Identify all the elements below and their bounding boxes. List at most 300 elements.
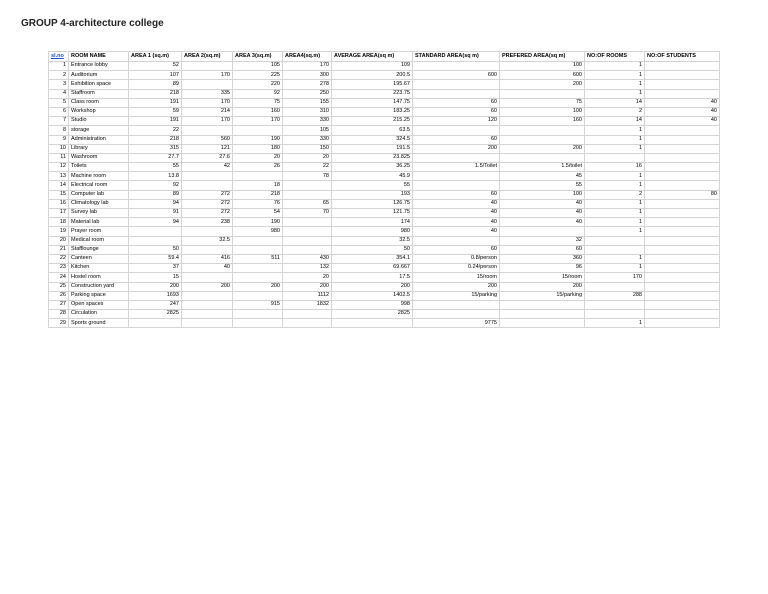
area-1-cell: 94 bbox=[129, 218, 182, 227]
sl-no-cell: 15 bbox=[49, 190, 69, 199]
area-1-cell: 27.7 bbox=[129, 153, 182, 162]
standard-area-cell: 15/parking bbox=[413, 291, 500, 300]
average-area-cell: 50 bbox=[332, 245, 413, 254]
average-area-cell: 195.67 bbox=[332, 80, 413, 89]
area-1-cell: 50 bbox=[129, 245, 182, 254]
area-2-cell bbox=[182, 80, 233, 89]
rooms-cell: 1 bbox=[585, 254, 645, 263]
area-1-cell bbox=[129, 236, 182, 245]
area-1-cell: 2825 bbox=[129, 310, 182, 319]
sl-no-cell: 25 bbox=[49, 282, 69, 291]
sl-no-cell: 21 bbox=[49, 245, 69, 254]
average-area-cell: 126.75 bbox=[332, 199, 413, 208]
average-area-cell: 36.25 bbox=[332, 163, 413, 172]
table-row bbox=[49, 181, 720, 190]
rooms-cell: 1 bbox=[585, 126, 645, 135]
table-body bbox=[49, 62, 720, 328]
area-2-cell: 272 bbox=[182, 190, 233, 199]
area-1-cell: 91 bbox=[129, 209, 182, 218]
area-3-cell: 915 bbox=[233, 300, 283, 309]
standard-area-cell bbox=[413, 80, 500, 89]
area-2-cell bbox=[182, 126, 233, 135]
area-2-cell bbox=[182, 300, 233, 309]
students-cell: 80 bbox=[645, 190, 720, 199]
area-2-cell bbox=[182, 181, 233, 190]
table-row bbox=[49, 254, 720, 263]
room-name-cell: Canteen bbox=[69, 254, 129, 263]
rooms-cell bbox=[585, 310, 645, 319]
sl-no-cell: 26 bbox=[49, 291, 69, 300]
preferred-area-cell: 40 bbox=[500, 218, 585, 227]
average-area-cell: 32.5 bbox=[332, 236, 413, 245]
area-1-cell: 218 bbox=[129, 89, 182, 98]
table-row bbox=[49, 227, 720, 236]
area-4-cell: 105 bbox=[283, 126, 332, 135]
average-area-cell: 200.5 bbox=[332, 71, 413, 80]
area-2-cell: 170 bbox=[182, 71, 233, 80]
sl-no-cell: 28 bbox=[49, 310, 69, 319]
area-3-cell bbox=[233, 245, 283, 254]
sl-no-cell: 3 bbox=[49, 80, 69, 89]
rooms-cell: 170 bbox=[585, 273, 645, 282]
header-area-1: AREA 1 (sq.m) bbox=[129, 52, 182, 62]
standard-area-cell: 40 bbox=[413, 218, 500, 227]
area-3-cell: 105 bbox=[233, 62, 283, 71]
area-2-cell: 272 bbox=[182, 209, 233, 218]
average-area-cell: 324.5 bbox=[332, 135, 413, 144]
room-name-cell: Sports ground bbox=[69, 319, 129, 328]
table-row bbox=[49, 144, 720, 153]
preferred-area-cell bbox=[500, 319, 585, 328]
preferred-area-cell: 100 bbox=[500, 62, 585, 71]
students-cell bbox=[645, 273, 720, 282]
rooms-cell: 1 bbox=[585, 209, 645, 218]
students-cell bbox=[645, 218, 720, 227]
preferred-area-cell: 100 bbox=[500, 107, 585, 116]
area-3-cell: 225 bbox=[233, 71, 283, 80]
students-cell bbox=[645, 209, 720, 218]
sl-no-cell: 27 bbox=[49, 300, 69, 309]
preferred-area-cell: 200 bbox=[500, 144, 585, 153]
preferred-area-cell: 1.5/toilet bbox=[500, 163, 585, 172]
standard-area-cell: 200 bbox=[413, 282, 500, 291]
header-row bbox=[49, 52, 720, 62]
area-4-cell bbox=[283, 218, 332, 227]
rooms-cell: 14 bbox=[585, 98, 645, 107]
area-3-cell: 190 bbox=[233, 135, 283, 144]
preferred-area-cell: 100 bbox=[500, 190, 585, 199]
standard-area-cell bbox=[413, 172, 500, 181]
standard-area-cell: 120 bbox=[413, 117, 500, 126]
preferred-area-cell: 60 bbox=[500, 245, 585, 254]
area-4-cell: 70 bbox=[283, 209, 332, 218]
room-name-cell: Material lab bbox=[69, 218, 129, 227]
header-preferred-area: PREFERED AREA(sq m) bbox=[500, 52, 585, 62]
room-name-cell: Construction yard bbox=[69, 282, 129, 291]
area-1-cell bbox=[129, 319, 182, 328]
preferred-area-cell: 15/room bbox=[500, 273, 585, 282]
rooms-cell: 1 bbox=[585, 199, 645, 208]
area-4-cell: 330 bbox=[283, 117, 332, 126]
table-row bbox=[49, 71, 720, 80]
students-cell bbox=[645, 236, 720, 245]
sl-no-cell: 14 bbox=[49, 181, 69, 190]
sl-no-cell: 23 bbox=[49, 264, 69, 273]
header-average-area: AVERAGE AREA(sq m) bbox=[332, 52, 413, 62]
preferred-area-cell: 200 bbox=[500, 282, 585, 291]
sl-no-cell: 2 bbox=[49, 71, 69, 80]
room-name-cell: storage bbox=[69, 126, 129, 135]
sl-no-cell: 29 bbox=[49, 319, 69, 328]
area-4-cell: 300 bbox=[283, 71, 332, 80]
students-cell bbox=[645, 254, 720, 263]
table-row bbox=[49, 135, 720, 144]
area-3-cell: 190 bbox=[233, 218, 283, 227]
area-2-cell: 170 bbox=[182, 98, 233, 107]
average-area-cell: 2825 bbox=[332, 310, 413, 319]
room-name-cell: Parking space bbox=[69, 291, 129, 300]
sl-no-cell: 19 bbox=[49, 227, 69, 236]
standard-area-cell: 0.8/person bbox=[413, 254, 500, 263]
average-area-cell: 980 bbox=[332, 227, 413, 236]
area-4-cell: 200 bbox=[283, 282, 332, 291]
average-area-cell: 69.667 bbox=[332, 264, 413, 273]
sl-no-cell: 12 bbox=[49, 163, 69, 172]
room-name-cell: Medical room bbox=[69, 236, 129, 245]
area-3-cell: 54 bbox=[233, 209, 283, 218]
standard-area-cell bbox=[413, 62, 500, 71]
area-1-cell: 55 bbox=[129, 163, 182, 172]
rooms-cell bbox=[585, 282, 645, 291]
students-cell: 40 bbox=[645, 117, 720, 126]
room-name-cell: Kitchen bbox=[69, 264, 129, 273]
area-4-cell: 278 bbox=[283, 80, 332, 89]
standard-area-cell: 60 bbox=[413, 98, 500, 107]
table-row bbox=[49, 126, 720, 135]
area-1-cell: 315 bbox=[129, 144, 182, 153]
rooms-cell: 288 bbox=[585, 291, 645, 300]
area-1-cell: 218 bbox=[129, 135, 182, 144]
header-no-of-rooms: NO:OF ROOMS bbox=[585, 52, 645, 62]
average-area-cell: 147.75 bbox=[332, 98, 413, 107]
area-3-cell: 18 bbox=[233, 181, 283, 190]
area-4-cell: 150 bbox=[283, 144, 332, 153]
area-1-cell: 191 bbox=[129, 117, 182, 126]
average-area-cell: 109 bbox=[332, 62, 413, 71]
area-4-cell: 1112 bbox=[283, 291, 332, 300]
table-row bbox=[49, 153, 720, 162]
area-3-cell bbox=[233, 236, 283, 245]
header-area-2: AREA 2(sq.m) bbox=[182, 52, 233, 62]
rooms-cell bbox=[585, 245, 645, 254]
students-cell bbox=[645, 163, 720, 172]
area-4-cell: 22 bbox=[283, 163, 332, 172]
average-area-cell: 191.5 bbox=[332, 144, 413, 153]
rooms-cell: 16 bbox=[585, 163, 645, 172]
area-3-cell bbox=[233, 319, 283, 328]
room-name-cell: Administration bbox=[69, 135, 129, 144]
area-1-cell: 94 bbox=[129, 199, 182, 208]
area-1-cell bbox=[129, 227, 182, 236]
preferred-area-cell bbox=[500, 227, 585, 236]
standard-area-cell: 200 bbox=[413, 144, 500, 153]
preferred-area-cell: 600 bbox=[500, 71, 585, 80]
students-cell bbox=[645, 264, 720, 273]
standard-area-cell: 9775 bbox=[413, 319, 500, 328]
area-4-cell: 1832 bbox=[283, 300, 332, 309]
area-2-cell: 200 bbox=[182, 282, 233, 291]
standard-area-cell: 40 bbox=[413, 199, 500, 208]
area-3-cell: 92 bbox=[233, 89, 283, 98]
table-row bbox=[49, 319, 720, 328]
room-name-cell: Entrance lobby bbox=[69, 62, 129, 71]
students-cell bbox=[645, 319, 720, 328]
rooms-cell: 1 bbox=[585, 144, 645, 153]
area-3-cell: 160 bbox=[233, 107, 283, 116]
table-row bbox=[49, 190, 720, 199]
area-1-cell: 1693 bbox=[129, 291, 182, 300]
area-4-cell bbox=[283, 227, 332, 236]
area-3-cell: 180 bbox=[233, 144, 283, 153]
area-1-cell: 92 bbox=[129, 181, 182, 190]
area-3-cell bbox=[233, 273, 283, 282]
sl-no-cell: 10 bbox=[49, 144, 69, 153]
table-row bbox=[49, 245, 720, 254]
preferred-area-cell bbox=[500, 153, 585, 162]
area-4-cell: 330 bbox=[283, 135, 332, 144]
room-name-cell: Hostel room bbox=[69, 273, 129, 282]
area-2-cell: 238 bbox=[182, 218, 233, 227]
students-cell bbox=[645, 310, 720, 319]
room-name-cell: Computer lab bbox=[69, 190, 129, 199]
area-3-cell: 511 bbox=[233, 254, 283, 263]
area-2-cell bbox=[182, 62, 233, 71]
sl-no-cell: 7 bbox=[49, 117, 69, 126]
room-name-cell: Exhibition space bbox=[69, 80, 129, 89]
room-name-cell: Washroom bbox=[69, 153, 129, 162]
rooms-cell: 1 bbox=[585, 80, 645, 89]
area-2-cell bbox=[182, 227, 233, 236]
rooms-cell: 1 bbox=[585, 135, 645, 144]
room-name-cell: Library bbox=[69, 144, 129, 153]
students-cell bbox=[645, 172, 720, 181]
students-cell bbox=[645, 245, 720, 254]
area-2-cell: 560 bbox=[182, 135, 233, 144]
area-2-cell: 42 bbox=[182, 163, 233, 172]
area-2-cell bbox=[182, 291, 233, 300]
preferred-area-cell: 32 bbox=[500, 236, 585, 245]
table-row bbox=[49, 264, 720, 273]
students-cell bbox=[645, 126, 720, 135]
area-4-cell: 20 bbox=[283, 153, 332, 162]
preferred-area-cell: 45 bbox=[500, 172, 585, 181]
students-cell bbox=[645, 282, 720, 291]
preferred-area-cell: 15/parking bbox=[500, 291, 585, 300]
room-name-cell: Machine room bbox=[69, 172, 129, 181]
table-row bbox=[49, 89, 720, 98]
area-4-cell bbox=[283, 319, 332, 328]
standard-area-cell bbox=[413, 236, 500, 245]
students-cell: 40 bbox=[645, 107, 720, 116]
area-1-cell: 89 bbox=[129, 190, 182, 199]
table-row bbox=[49, 300, 720, 309]
preferred-area-cell: 40 bbox=[500, 209, 585, 218]
room-name-cell: Survey lab bbox=[69, 209, 129, 218]
average-area-cell: 215.25 bbox=[332, 117, 413, 126]
area-4-cell bbox=[283, 310, 332, 319]
average-area-cell: 183.25 bbox=[332, 107, 413, 116]
room-name-cell: Studio bbox=[69, 117, 129, 126]
rooms-cell: 1 bbox=[585, 89, 645, 98]
average-area-cell: 63.5 bbox=[332, 126, 413, 135]
sl-no-cell: 8 bbox=[49, 126, 69, 135]
area-1-cell: 22 bbox=[129, 126, 182, 135]
table-row bbox=[49, 80, 720, 89]
table-row bbox=[49, 199, 720, 208]
area-3-cell bbox=[233, 291, 283, 300]
room-name-cell: Open spaces bbox=[69, 300, 129, 309]
area-1-cell: 89 bbox=[129, 80, 182, 89]
header-area-4: AREA4(sq.m) bbox=[283, 52, 332, 62]
area-1-cell: 247 bbox=[129, 300, 182, 309]
area-4-cell bbox=[283, 190, 332, 199]
area-3-cell: 75 bbox=[233, 98, 283, 107]
area-3-cell: 26 bbox=[233, 163, 283, 172]
room-name-cell: Auditorium bbox=[69, 71, 129, 80]
rooms-cell bbox=[585, 153, 645, 162]
rooms-cell: 1 bbox=[585, 218, 645, 227]
average-area-cell: 17.5 bbox=[332, 273, 413, 282]
standard-area-cell bbox=[413, 300, 500, 309]
sl-no-cell: 1 bbox=[49, 62, 69, 71]
average-area-cell: 55 bbox=[332, 181, 413, 190]
students-cell bbox=[645, 89, 720, 98]
preferred-area-cell bbox=[500, 300, 585, 309]
area-1-cell: 37 bbox=[129, 264, 182, 273]
standard-area-cell: 60 bbox=[413, 107, 500, 116]
room-name-cell: Stafflounge bbox=[69, 245, 129, 254]
rooms-cell: 2 bbox=[585, 107, 645, 116]
standard-area-cell: 40 bbox=[413, 209, 500, 218]
students-cell: 40 bbox=[645, 98, 720, 107]
preferred-area-cell: 55 bbox=[500, 181, 585, 190]
area-4-cell: 20 bbox=[283, 273, 332, 282]
area-4-cell bbox=[283, 181, 332, 190]
average-area-cell: 121.75 bbox=[332, 209, 413, 218]
area-1-cell: 52 bbox=[129, 62, 182, 71]
table-row bbox=[49, 236, 720, 245]
sl-no-cell: 6 bbox=[49, 107, 69, 116]
standard-area-cell bbox=[413, 89, 500, 98]
room-name-cell: Class room bbox=[69, 98, 129, 107]
area-3-cell: 200 bbox=[233, 282, 283, 291]
standard-area-cell: 0.24/person bbox=[413, 264, 500, 273]
area-4-cell: 170 bbox=[283, 62, 332, 71]
standard-area-cell: 60 bbox=[413, 135, 500, 144]
table-row bbox=[49, 209, 720, 218]
room-name-cell: Circulation bbox=[69, 310, 129, 319]
area-4-cell: 132 bbox=[283, 264, 332, 273]
rooms-cell: 1 bbox=[585, 172, 645, 181]
preferred-area-cell: 96 bbox=[500, 264, 585, 273]
preferred-area-cell bbox=[500, 126, 585, 135]
standard-area-cell: 40 bbox=[413, 227, 500, 236]
area-2-cell: 335 bbox=[182, 89, 233, 98]
area-3-cell bbox=[233, 126, 283, 135]
header-area-3: AREA 3(sq.m) bbox=[233, 52, 283, 62]
average-area-cell: 23.825 bbox=[332, 153, 413, 162]
table-row bbox=[49, 62, 720, 71]
area-3-cell: 980 bbox=[233, 227, 283, 236]
area-1-cell: 13.8 bbox=[129, 172, 182, 181]
students-cell bbox=[645, 199, 720, 208]
table-row bbox=[49, 163, 720, 172]
table-row bbox=[49, 310, 720, 319]
area-2-cell bbox=[182, 245, 233, 254]
preferred-area-cell bbox=[500, 89, 585, 98]
rooms-cell: 1 bbox=[585, 181, 645, 190]
sl-no-cell: 13 bbox=[49, 172, 69, 181]
sl-no-cell: 24 bbox=[49, 273, 69, 282]
area-2-cell: 272 bbox=[182, 199, 233, 208]
header-standard-area: STANDARD AREA(sq m) bbox=[413, 52, 500, 62]
table-row bbox=[49, 172, 720, 181]
preferred-area-cell: 360 bbox=[500, 254, 585, 263]
room-name-cell: Prayer room bbox=[69, 227, 129, 236]
sl-no-cell: 17 bbox=[49, 209, 69, 218]
students-cell bbox=[645, 181, 720, 190]
sl-no-cell: 20 bbox=[49, 236, 69, 245]
students-cell bbox=[645, 135, 720, 144]
sl-no-cell: 18 bbox=[49, 218, 69, 227]
table-row bbox=[49, 107, 720, 116]
students-cell bbox=[645, 62, 720, 71]
preferred-area-cell bbox=[500, 135, 585, 144]
sl-no-cell: 9 bbox=[49, 135, 69, 144]
average-area-cell: 998 bbox=[332, 300, 413, 309]
area-3-cell: 20 bbox=[233, 153, 283, 162]
area-1-cell: 200 bbox=[129, 282, 182, 291]
header-slno-link[interactable]: sl.no bbox=[49, 52, 69, 62]
table-row bbox=[49, 218, 720, 227]
students-cell bbox=[645, 80, 720, 89]
area-1-cell: 59 bbox=[129, 107, 182, 116]
area-2-cell bbox=[182, 172, 233, 181]
standard-area-cell: 15/room bbox=[413, 273, 500, 282]
area-1-cell: 15 bbox=[129, 273, 182, 282]
standard-area-cell bbox=[413, 126, 500, 135]
area-3-cell: 218 bbox=[233, 190, 283, 199]
area-2-cell: 170 bbox=[182, 117, 233, 126]
average-area-cell: 354.1 bbox=[332, 254, 413, 263]
area-2-cell bbox=[182, 273, 233, 282]
room-name-cell: Climatology lab bbox=[69, 199, 129, 208]
standard-area-cell bbox=[413, 181, 500, 190]
header-no-of-students: NO:OF STUDENTS bbox=[645, 52, 720, 62]
area-4-cell: 430 bbox=[283, 254, 332, 263]
students-cell bbox=[645, 153, 720, 162]
area-1-cell: 191 bbox=[129, 98, 182, 107]
students-cell bbox=[645, 291, 720, 300]
rooms-cell: 1 bbox=[585, 319, 645, 328]
average-area-cell: 45.9 bbox=[332, 172, 413, 181]
preferred-area-cell: 75 bbox=[500, 98, 585, 107]
area-2-cell bbox=[182, 310, 233, 319]
room-name-cell: Workshop bbox=[69, 107, 129, 116]
rooms-cell bbox=[585, 300, 645, 309]
table-row bbox=[49, 291, 720, 300]
students-cell bbox=[645, 144, 720, 153]
